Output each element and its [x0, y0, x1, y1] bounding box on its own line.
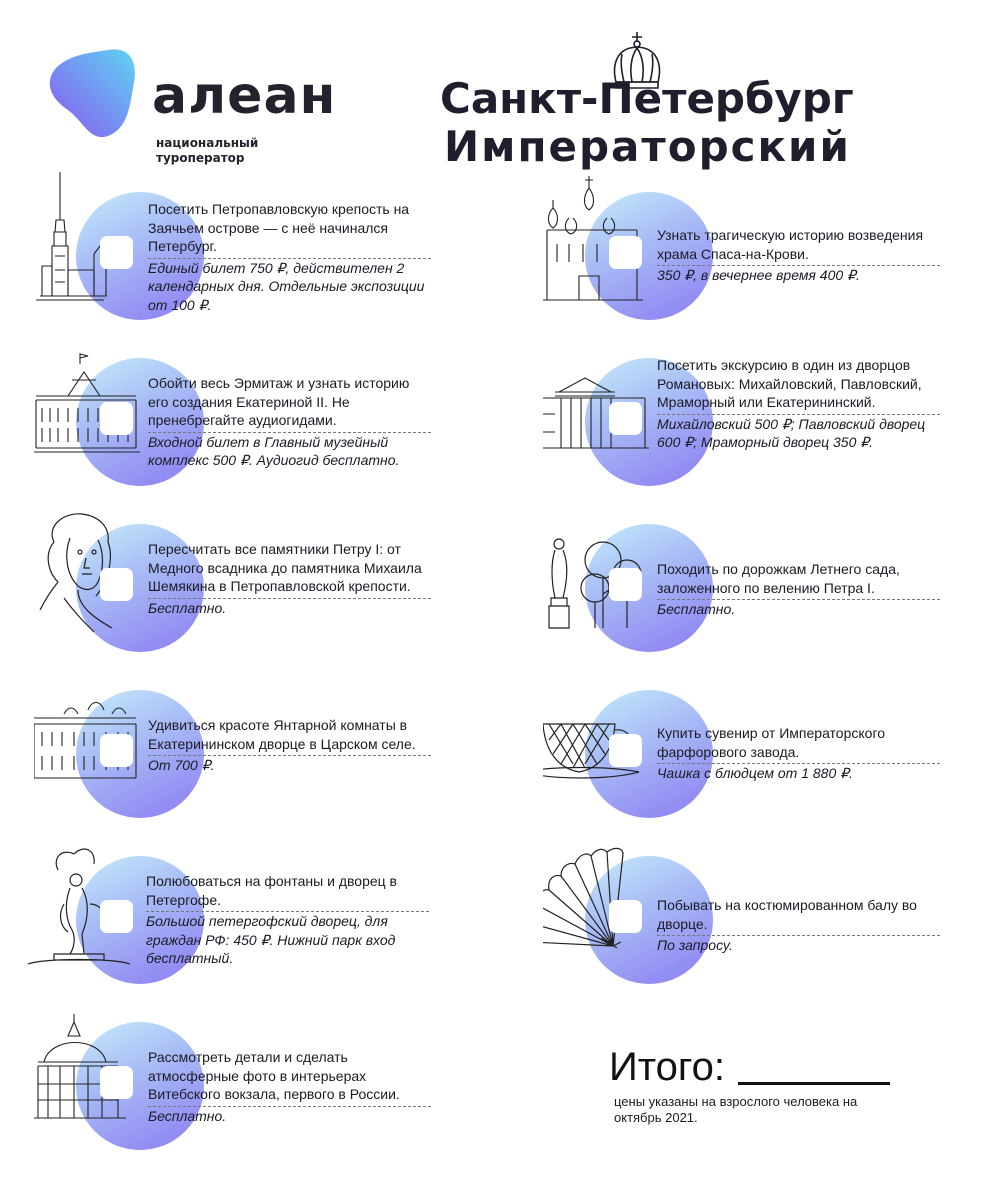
item-description: Походить по дорожкам Летнего сада, заложенного по велению Петра I. [657, 560, 940, 600]
total-input-line[interactable] [738, 1082, 890, 1085]
list-item [34, 668, 474, 828]
item-price: От 700 ₽. [148, 757, 215, 773]
list-item [543, 668, 982, 828]
item-price: 350 ₽, в вечернее время 400 ₽. [657, 267, 860, 283]
item-price: Большой петергофский дворец, для граждан РФ: 450 ₽. Нижний парк вход бесплатный. [146, 913, 396, 966]
page-title-line2: Императорский [444, 122, 851, 171]
checkbox[interactable] [609, 568, 642, 601]
checkbox[interactable] [100, 1066, 133, 1099]
page-title-line1: Санкт-Петербург [440, 74, 854, 123]
item-price: Чашка с блюдцем от 1 880 ₽. [657, 765, 853, 781]
item-description: Посетить Петропавловскую крепость на Заячьем острове — с неё начинался Петербург. [148, 200, 431, 259]
item-description: Узнать трагическую историю возведения храма Спаса-на-Крови. [657, 226, 940, 266]
checkbox[interactable] [609, 236, 642, 269]
item-price: Бесплатно. [148, 1107, 227, 1124]
checkbox[interactable] [100, 568, 133, 601]
item-description: Посетить экскурсию в один из дворцов Романовых: Михайловский, Павловский, Мраморный или Екатерининский. [657, 356, 940, 415]
list-item [543, 502, 982, 662]
item-price: Бесплатно. [148, 599, 227, 616]
checkbox[interactable] [609, 734, 642, 767]
list-item [34, 336, 474, 496]
checkbox[interactable] [609, 900, 642, 933]
item-price: Единый билет 750 ₽, действителен 2 календарных дня. Отдельные экспозиции от 100 ₽. [148, 259, 425, 313]
list-item [24, 834, 464, 994]
checkbox[interactable] [100, 900, 133, 933]
price-note: цены указаны на взрослого человека на октябрь 2021. [614, 1094, 858, 1125]
list-item [543, 834, 982, 994]
total-label: Итого: [609, 1045, 725, 1089]
checkbox[interactable] [100, 734, 133, 767]
item-price: Входной билет в Главный музейный комплекс 500 ₽. Аудиогид бесплатно. [148, 433, 400, 468]
item-price: По запросу. [657, 937, 733, 953]
item-description: Пересчитать все памятники Петру I: от Медного всадника до памятника Михаила Шемякина в Петропавловской крепости. [148, 540, 431, 599]
item-price: Михайловский 500 ₽; Павловский дворец 600 ₽; Мраморный дворец 350 ₽. [657, 415, 926, 450]
list-item [34, 1000, 474, 1160]
checkbox[interactable] [100, 236, 133, 269]
list-item [34, 170, 474, 330]
checkbox[interactable] [609, 402, 642, 435]
list-item [543, 336, 982, 496]
list-item [543, 170, 982, 330]
item-price: Бесплатно. [657, 601, 736, 617]
item-description: Рассмотреть детали и сделать атмосферные фото в интерьерах Витебского вокзала, первого в России. [148, 1048, 431, 1107]
item-description: Побывать на костюмированном балу во дворце. [657, 896, 940, 936]
brand-subtitle: национальный туроператор [156, 136, 259, 165]
list-item [34, 502, 474, 662]
item-description: Удивиться красоте Янтарной комнаты в Екатерининском дворце в Царском селе. [148, 716, 431, 756]
brand-name: алеан [152, 66, 337, 126]
brand-logo-blob [46, 48, 138, 140]
item-description: Обойти весь Эрмитаж и узнать историю его создания Екатериной II. Не пренебрегайте аудиогидами. [148, 374, 431, 433]
item-description: Полюбоваться на фонтаны и дворец в Петергофе. [146, 872, 429, 912]
checkbox[interactable] [100, 402, 133, 435]
item-description: Купить сувенир от Императорского фарфорового завода. [657, 724, 940, 764]
